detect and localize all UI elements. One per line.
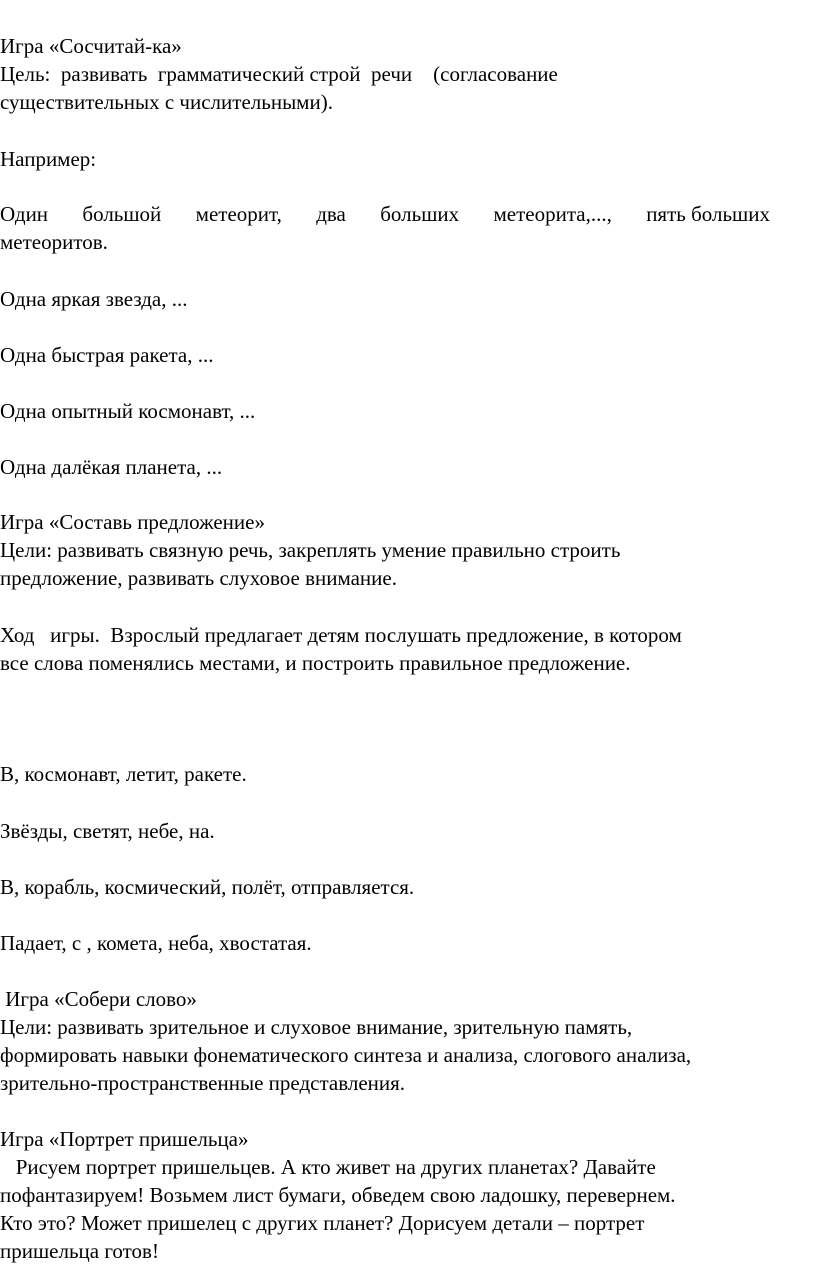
game1-example-line2: метеоритов. bbox=[0, 230, 108, 254]
game3-goal-line3: зрительно-пространственные представления. bbox=[0, 1071, 406, 1095]
game1-item: Одна быстрая ракета, ... bbox=[0, 343, 214, 367]
example-word: метеорит, bbox=[195, 202, 282, 226]
game2-sentence: В, корабль, космический, полёт, отправляется. bbox=[0, 875, 415, 899]
game2-sentence: В, космонавт, летит, ракете. bbox=[0, 762, 247, 786]
game1-item: Одна далёкая планета, ... bbox=[0, 455, 223, 479]
game2-sentence: Падает, с , комета, неба, хвостатая. bbox=[0, 931, 312, 955]
game2-course-line1: Ход игры. Взрослый предлагает детям послушать предложение, в котором bbox=[0, 623, 682, 647]
game2-goal-line2: предложение, развивать слуховое внимание. bbox=[0, 566, 397, 590]
game1-example-label: Например: bbox=[0, 147, 97, 171]
game2-title: Игра «Составь предложение» bbox=[0, 510, 265, 534]
game3-goal-line2: формировать навыки фонематического синтеза и анализа, слогового анализа, bbox=[0, 1043, 692, 1067]
game1-title: Игра «Сосчитай-ка» bbox=[0, 34, 182, 58]
example-word: Один bbox=[0, 202, 49, 226]
game1-item: Одна опытный космонавт, ... bbox=[0, 399, 256, 423]
game4-text-line4: пришельца готов! bbox=[0, 1239, 159, 1263]
example-word: два bbox=[316, 202, 346, 226]
game1-example-line1 bbox=[0, 200, 770, 228]
game4-title: Игра «Портрет пришельца» bbox=[0, 1127, 249, 1151]
example-word: больших bbox=[380, 202, 460, 226]
game2-course-line2: все слова поменялись местами, и построить правильное предложение. bbox=[0, 651, 631, 675]
game3-title: Игра «Собери слово» bbox=[0, 987, 197, 1011]
example-word: метеорита,..., bbox=[493, 202, 612, 226]
game2-goal-line1: Цели: развивать связную речь, закреплять умение правильно строить bbox=[0, 538, 621, 562]
example-word: большой bbox=[82, 202, 162, 226]
game1-goal-line2: существительных с числительными). bbox=[0, 90, 333, 114]
game4-text-line2: пофантазируем! Возьмем лист бумаги, обведем свою ладошку, перевернем. bbox=[0, 1183, 676, 1207]
game1-goal-line1: Цель: развивать грамматический строй речи (согласование bbox=[0, 62, 558, 86]
game4-text-line1: Рисуем портрет пришельцев. А кто живет на других планетах? Давайте bbox=[0, 1155, 656, 1179]
game3-goal-line1: Цели: развивать зрительное и слуховое внимание, зрительную память, bbox=[0, 1015, 633, 1039]
game1-item: Одна яркая звезда, ... bbox=[0, 287, 188, 311]
game2-sentence: Звёзды, светят, небе, на. bbox=[0, 819, 215, 843]
example-word: пять больших bbox=[646, 202, 770, 226]
game4-text-line3: Кто это? Может пришелец с других планет? Дорисуем детали – портрет bbox=[0, 1211, 645, 1235]
